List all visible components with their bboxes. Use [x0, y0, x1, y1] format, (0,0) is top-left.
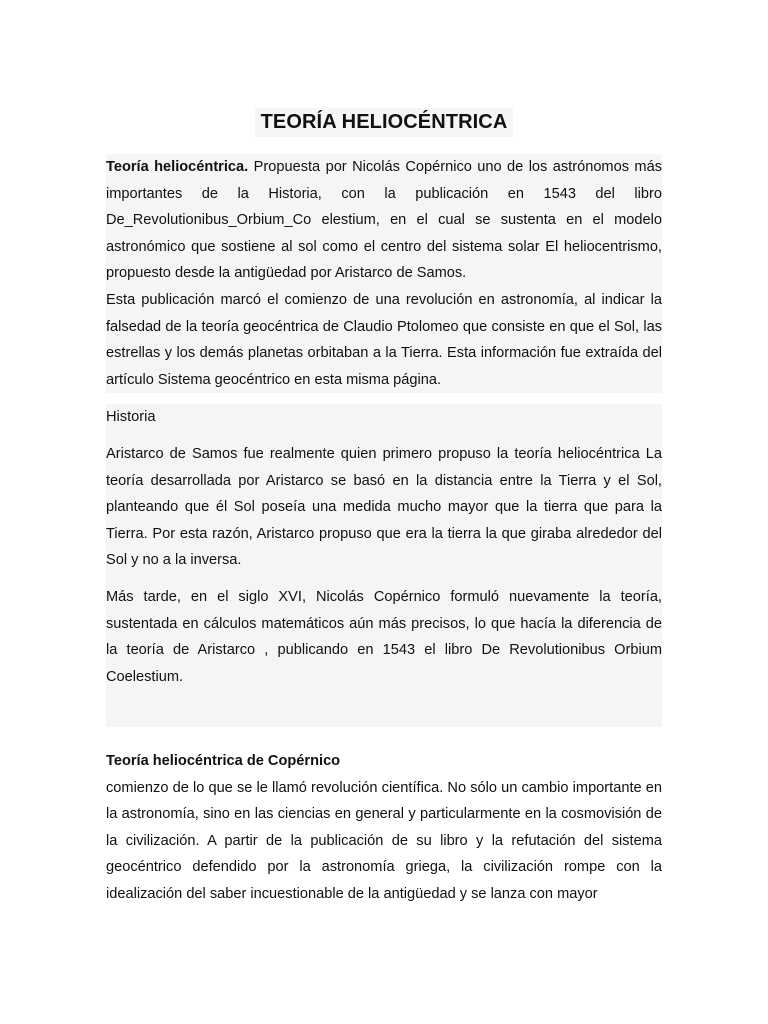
- title-wrap: [0, 108, 768, 137]
- spacer: [106, 574, 662, 584]
- shaded-block-2: [106, 404, 662, 727]
- intro-text: Propuesta por Nicolás Copérnico uno de los astrónomos más importantes de la Historia, con la publicación en 1543 del libro De_Revolutionibus_Orbium_Co elestium, en el cual se sustenta en el modelo astronómico que sostiene al sol como el centro del sistema solar El heliocentrismo, propuesto desde la antigüedad por Aristarco de Samos.: [106, 159, 662, 282]
- spacer: [106, 431, 662, 441]
- spacer: [106, 690, 662, 727]
- intro-paragraph: [106, 154, 662, 287]
- section-2: [106, 748, 662, 908]
- section2-heading: Teoría heliocéntrica de Copérnico: [106, 753, 341, 769]
- main-content: [106, 154, 662, 727]
- section2-paragraph: comienzo de lo que se le llamó revolución científica. No sólo un cambio importante en la astronomía, sino en las ciencias en general y particularmente en la cosmovisión de la civilización. A partir de la publicación de su libro y la refutación del sistema geocéntrico defendido por la astronomía griega, la civilización rompe con la idealización del saber incuestionable de la antigüedad y se lanza con mayor: [106, 779, 662, 902]
- page-title: TEORÍA HELIOCÉNTRICA: [255, 108, 514, 137]
- history-paragraph-1: Aristarco de Samos fue realmente quien primero propuso la teoría heliocéntrica La teoría desarrollada por Aristarco se basó en la distancia entre la Tierra y el Sol, planteando que él Sol poseía una medida mucho mayor que la tierra que para la Tierra. Por esta razón, Aristarco propuso que era la tierra la que giraba alrededor del Sol y no a la inversa.: [106, 445, 662, 569]
- history-paragraph-2: Más tarde, en el siglo XVI, Nicolás Copérnico formuló nuevamente la teoría, sustentada en cálculos matemáticos aún más precisos, lo que hacía la diferencia de la teoría de Aristarco , publicando en 1543 el libro De Revolutionibus Orbium Coelestium.: [106, 588, 662, 685]
- spacer: [106, 393, 662, 404]
- paragraph-2: Esta publicación marcó el comienzo de una revolución en astronomía, al indicar la falsedad de la teoría geocéntrica de Claudio Ptolomeo que consiste en que el Sol, las estrellas y los demás planetas orbitaban a la Tierra. Esta información fue extraída del artículo Sistema geocéntrico en esta misma página.: [106, 291, 662, 388]
- intro-lead: Teoría heliocéntrica.: [106, 159, 249, 175]
- history-heading: Historia: [106, 409, 156, 426]
- shaded-block-1: [106, 154, 662, 393]
